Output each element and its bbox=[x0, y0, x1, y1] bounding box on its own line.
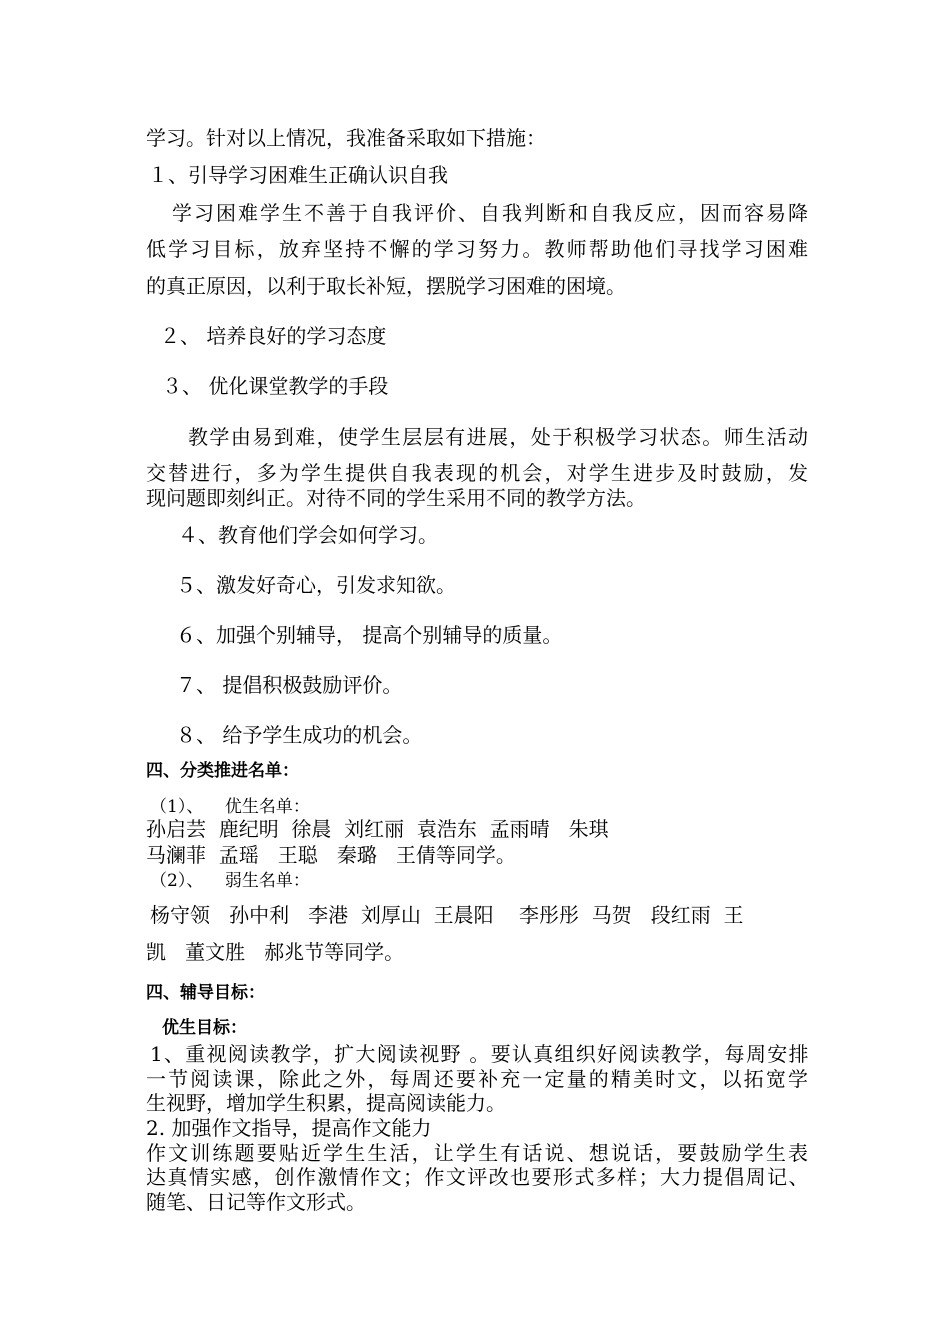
intro-line: 学习。针对以上情况，我准备采取如下措施： bbox=[146, 126, 546, 150]
goal-item-2-line: 达真情实感，创作激情作文；作文评改也要形式多样；大力提倡周记、 bbox=[146, 1165, 808, 1189]
goal-item-2-line: 随笔、日记等作文形式。 bbox=[146, 1190, 366, 1214]
goal-item-1-line: 生视野，增加学生积累，提高阅读能力。 bbox=[146, 1091, 506, 1115]
measure-3-para-line: 现问题即刻纠正。对待不同的学生采用不同的教学方法。 bbox=[146, 486, 646, 510]
measure-3-para-line: 交替进行，多为学生提供自我表现的机会，对学生进步及时鼓励，发 bbox=[146, 461, 808, 485]
measure-4: ４、教育他们学会如何学习。 bbox=[178, 523, 438, 547]
section-goal-heading: 四、辅导目标： bbox=[146, 983, 265, 1003]
measure-2: ２、 培养良好的学习态度 bbox=[160, 324, 387, 348]
measure-5: ５、激发好奇心，引发求知欲。 bbox=[176, 573, 456, 597]
section-list-heading: 四、分类推进名单： bbox=[146, 761, 299, 781]
goal-item-1-line: 一节阅读课，除此之外，每周还要补充一定量的精美时文，以拓宽学 bbox=[146, 1067, 808, 1091]
measure-3-heading: ３、 优化课堂教学的手段 bbox=[162, 374, 389, 398]
good-students-label: （1）、 优生名单： bbox=[150, 797, 310, 817]
good-students-names: 孙启芸 鹿纪明 徐晨 刘红丽 袁浩东 孟雨晴 朱琪 bbox=[146, 817, 609, 841]
goal-item-2-line: 作文训练题要贴近学生生活，让学生有话说、想说话，要鼓励学生表 bbox=[146, 1141, 808, 1165]
measure-1-heading: １、引导学习困难生正确认识自我 bbox=[148, 163, 448, 187]
goal-item-1-line: 1、重视阅读教学，扩大阅读视野 。要认真组织好阅读教学，每周安排 bbox=[150, 1042, 808, 1066]
measure-1-para-line: 低学习目标，放弃坚持不懈的学习努力。教师帮助他们寻找学习困难 bbox=[146, 237, 808, 261]
measure-8: ８、 给予学生成功的机会。 bbox=[176, 723, 423, 747]
goal-item-2-heading: 2. 加强作文指导，提高作文能力 bbox=[146, 1116, 432, 1140]
good-students-names: 马澜菲 孟瑶 王聪 秦璐 王倩等同学。 bbox=[146, 843, 516, 867]
weak-students-names: 杨守领 孙中利 李港 刘厚山 王晨阳 李彤彤 马贺 段红雨 王 bbox=[150, 903, 744, 927]
measure-7: ７、 提倡积极鼓励评价。 bbox=[176, 673, 403, 697]
weak-students-label: （2）、 弱生名单： bbox=[150, 871, 310, 891]
measure-3-para-line: 教学由易到难，使学生层层有进展，处于积极学习状态。师生活动 bbox=[188, 425, 808, 449]
measure-6: ６、加强个别辅导， 提高个别辅导的质量。 bbox=[176, 623, 563, 647]
measure-1-para-line: 学习困难学生不善于自我评价、自我判断和自我反应，因而容易降 bbox=[172, 201, 808, 225]
section-goal-subheading: 优生目标： bbox=[162, 1018, 247, 1038]
weak-students-names: 凯 董文胜 郝兆节等同学。 bbox=[146, 940, 405, 964]
measure-1-para-line: 的真正原因，以利于取长补短，摆脱学习困难的困境。 bbox=[146, 274, 626, 298]
